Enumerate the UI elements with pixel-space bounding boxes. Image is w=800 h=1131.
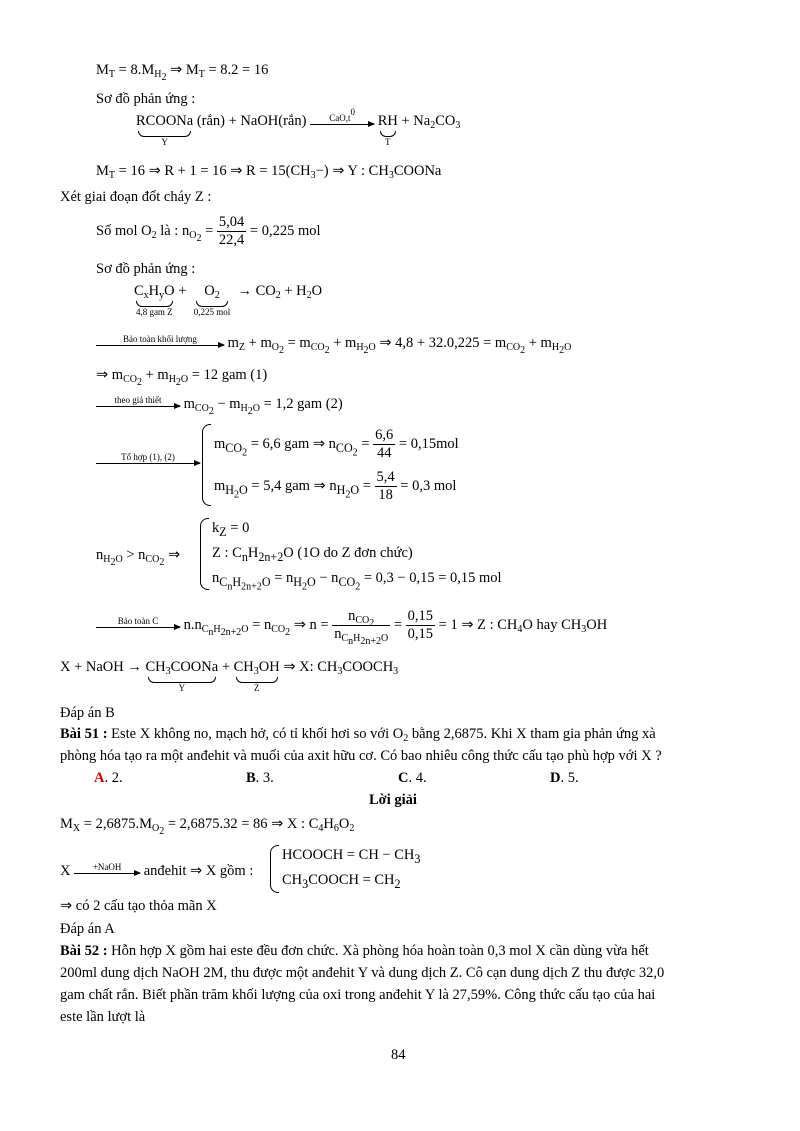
page-number: 84 <box>391 1047 406 1063</box>
problem-52-line2: 200ml dung dịch NaOH 2M, thu được một anđehit Y và dung dịch Z. Cô cạn dung dịch Z thu được 32,0 <box>60 965 665 981</box>
problem-52-line1: Bài 52 : Hỗn hợp X gồm hai este đều đơn chức. Xà phòng hóa hoàn toàn 0,3 mol X cần dùng vừa hết <box>60 943 649 959</box>
mass-conservation: Bảo toàn khối lượng $m_Z + m_{O_2} = m_{CO_2} + m_{H_2O}$ ⇒ $4,8 + 32.0,225 = m_{CO_2} + m_{H_2O}$ <box>96 334 571 352</box>
conclusion-2-structures: ⇒ có 2 cấu tạo thỏa mãn X <box>60 898 217 914</box>
reaction-2: $C_xH_yO$ 4,8 gam Z + $O_2$ 0,225 mol → $CO_2 + H_2O$ <box>134 283 323 317</box>
option-b[interactable]: B. 3. <box>246 770 274 786</box>
eq-r: $M_T = 16$ ⇒ R + 1 = 16 ⇒ $R = 15(CH_3-)$ ⇒ Y : $CH_3COONa$ <box>96 163 442 181</box>
problem-51-line2: phòng hóa tạo ra một anđehit và muối của axit hữu cơ. Có bao nhiêu công thức cấu tạo phù hợp với X ? <box>60 748 662 764</box>
eq-sum-12: ⇒ $m_{CO_2} + m_{H_2O} = 12$ gam (1) <box>96 367 268 388</box>
solution-heading: Lời giải <box>369 792 417 808</box>
system-co2-h2o: $m_{CO_2} = 6,6$ gam ⇒ $n_{CO_2}$ = $\frac{6,6}{44}$ = 0,15mol $m_{H_2O} = 5,4$ gam ⇒ $n_{H_2O}$ = $\frac{5,4}{18}$ = 0,3 mol <box>202 424 522 506</box>
so-do-label-2: Sơ đồ phản ứng : <box>96 261 196 277</box>
option-d[interactable]: D. 5. <box>550 770 579 786</box>
problem-52-line4: este lần lượt là <box>60 1009 146 1025</box>
system-x-structures: HCOOCH = CH − $CH_3$ $CH_3COOCH = CH_2$ <box>270 845 450 893</box>
compare-moles: $n_{H_2O} > n_{CO_2}$ ⇒ <box>96 547 181 568</box>
so-do-label-1: Sơ đồ phản ứng : <box>96 91 196 107</box>
hypothesis: theo giả thiết $m_{CO_2} - m_{H_2O} = 1,2$ gam (2) <box>96 395 343 413</box>
eq-mx: $M_X = 2,6875.M_{O_2} = 2,6875.32 = 86$ ⇒ X : $C_4H_6O_2$ <box>60 816 355 837</box>
problem-51-line1: Bài 51 : Este X không no, mạch hở, có tỉ khối hơi so với $O_2$ bằng 2,6875. Khi X tham gia phản ứng xà <box>60 726 656 744</box>
option-c[interactable]: C. 4. <box>398 770 427 786</box>
burn-z-heading: Xét giai đoạn đốt cháy Z : <box>60 189 212 205</box>
carbon-conservation: Bảo toàn C $n.n_{C_nH_{2n+2}O} = n_{CO_2}$ ⇒ n = $\frac{n_{CO_2}}{n_{C_nH_{2n+2}O}}$ = $\frac{0,15}{0,15}$ = 1 ⇒ Z : $CH_4O$ hay $CH_3OH$ <box>96 606 607 644</box>
system-z: $k_Z = 0$ Z : $C_nH_{2n+2}O$ (1O do Z đơn chức) $n_{C_nH_{2n+2}O} = n_{H_2O} - n_{CO_2} = 0,3 - 0,15 = 0,15$ mol <box>200 518 540 590</box>
mol-o2: Số mol $O_2$ là : $n_{O_2}$ = $\frac{5,04}{22,4}$ = 0,225 mol <box>96 214 321 249</box>
x-saponification: X +NaOH anđehit ⇒ X gồm : <box>60 862 254 879</box>
combine-arrow: Tổ hợp (1), (2) <box>96 452 200 470</box>
answer-b: Đáp án B <box>60 705 115 721</box>
problem-52-line3: gam chất rắn. Biết phần trăm khối lượng của oxi trong anđehit Y là 27,59%. Công thức cấu tạo của hai <box>60 987 656 1003</box>
eq-mt: $M_T = 8.M_{H_2}$ ⇒ $M_T = 8.2 = 16$ <box>96 62 269 83</box>
reaction-1: RCOONa Y (rắn) + NaOH(rắn) $CaO,t^0$ RH T + $Na_2CO_3$ <box>136 107 461 147</box>
answer-a: Đáp án A <box>60 921 115 937</box>
option-a[interactable]: A. 2. <box>94 770 123 786</box>
reaction-3: X + NaOH → $CH_3COONa$ Y + $CH_3OH$ Z ⇒ X: $CH_3COOCH_3$ <box>60 659 399 693</box>
